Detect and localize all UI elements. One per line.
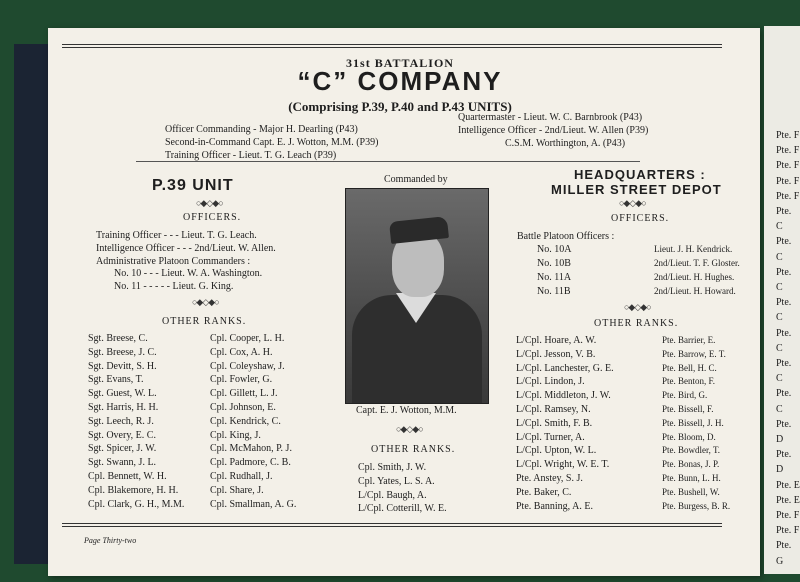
rank-entry: Sgt. Guest, W. L. — [88, 388, 157, 400]
ornament-divider: ○◆◇◆○ — [192, 297, 219, 307]
rank-entry: L/Cpl. Lanchester, G. E. — [516, 362, 614, 374]
right-page-fragment: Pte. C — [776, 358, 792, 385]
p39-unit-title: P.39 UNIT — [152, 177, 234, 194]
right-page-fragment: Pte. F — [776, 175, 800, 187]
rank-entry: Cpl. Yates, L. S. A. — [358, 475, 435, 487]
rank-entry: Pte. Barrier, E. — [662, 335, 716, 345]
right-page-fragment: Pte. F — [776, 145, 800, 157]
rank-entry: L/Cpl. Middleton, J. W. — [516, 390, 611, 402]
right-page-fragment: Pte. F — [776, 190, 800, 202]
rank-entry: Sgt. Breese, C. — [88, 333, 148, 344]
rank-entry: Cpl. Coleyshaw, J. — [210, 360, 285, 372]
hq-platoon-officer: 2nd/Lieut. H. Hughes. — [654, 272, 735, 282]
right-page-fragment: Pte. D — [776, 418, 792, 446]
rank-entry: Pte. Bloom, D. — [662, 431, 716, 442]
center-other-ranks-heading: OTHER RANKS. — [371, 444, 456, 455]
ornament-divider: ○◆◇◆○ — [196, 198, 223, 208]
rank-entry: Pte. Bunn, L. H. — [662, 472, 721, 483]
right-page-fragment: Pte. F — [776, 160, 800, 172]
rank-entry: L/Cpl. Ramsey, N. — [516, 403, 591, 415]
rank-entry: L/Cpl. Baugh, A. — [358, 489, 427, 501]
rank-entry: Sgt. Devitt, S. H. — [88, 360, 157, 372]
bottom-rule — [62, 523, 722, 527]
hq-platoon-officer: 2nd/Lieut. T. F. Gloster. — [654, 258, 740, 268]
rank-entry: L/Cpl. Hoare, A. W. — [516, 335, 597, 346]
rank-entry: Sgt. Spicer, J. W. — [88, 443, 157, 455]
rank-entry: Cpl. McMahon, P. J. — [210, 443, 292, 455]
rank-entry: Pte. Benton, F. — [662, 376, 716, 387]
rank-entry: Pte. Barrow, E. T. — [662, 348, 726, 359]
p39-officer-intelligence: Intelligence Officer - - - 2nd/Lieut. W. Allen. — [96, 243, 276, 254]
rank-entry: Cpl. Gillett, L. J. — [210, 388, 278, 400]
hq-ranks-column-2 — [662, 334, 730, 513]
rank-entry: Pte. Bird, G. — [662, 390, 708, 401]
command-quartermaster: Quartermaster - Lieut. W. C. Barnbrook (P43) — [458, 112, 643, 123]
rank-entry: Cpl. Kendrick, C. — [210, 415, 281, 427]
rank-entry: Cpl. Fowler, G. — [210, 374, 273, 386]
rank-entry: Cpl. Rudhall, J. — [210, 470, 273, 482]
rank-entry: Pte. Bissell, F. — [662, 403, 714, 414]
commanded-by-label: Commanded by — [384, 174, 448, 185]
rank-entry: Cpl. Smallman, A. G. — [210, 498, 297, 510]
rank-entry: Pte. Banning, A. E. — [516, 500, 593, 512]
right-page-fragment: Pte. E — [776, 494, 800, 506]
hq-platoon-no: No. 10B — [537, 258, 571, 269]
ornament-divider: ○◆◇◆○ — [396, 424, 423, 434]
rank-entry: Cpl. Smith, J. W. — [358, 462, 427, 473]
rank-entry: Sgt. Harris, H. H. — [88, 401, 159, 413]
ornament-divider: ○◆◇◆○ — [624, 302, 651, 312]
battalion-heading: 31st BATTALION — [346, 56, 454, 70]
rank-entry: Sgt. Swann, J. L. — [88, 457, 157, 469]
rank-entry: Pte. Bowdler, T. — [662, 445, 721, 456]
command-training-officer: Training Officer - Lieut. T. G. Leach (P39) — [165, 150, 337, 161]
command-divider — [136, 161, 640, 162]
comprising-subtitle: (Comprising P.39, P.40 and P.43 UNITS) — [288, 99, 512, 114]
p39-officer-no10: No. 10 - - - Lieut. W. A. Washington. — [114, 268, 263, 279]
rank-entry: Pte. Burgess, B. R. — [662, 500, 731, 511]
hq-other-ranks-heading: OTHER RANKS. — [594, 318, 679, 329]
p39-officer-no11: No. 11 - - - - - Lieut. G. King. — [114, 281, 234, 292]
hq-platoon-no: No. 10A — [537, 244, 572, 255]
rank-entry: L/Cpl. Cotterill, W. E. — [358, 503, 447, 515]
company-title: “C” COMPANY — [297, 66, 503, 96]
p39-admin-commanders-label: Administrative Platoon Commanders : — [96, 256, 251, 267]
rank-entry: Cpl. Share, J. — [210, 484, 264, 496]
commander-portrait-photo — [345, 188, 489, 404]
top-rule — [62, 44, 722, 48]
rank-entry: Cpl. Cooper, L. H. — [210, 333, 285, 344]
right-page-fragment: Pte. E — [776, 479, 800, 491]
rank-entry: Pte. Baker, C. — [516, 486, 572, 498]
hq-officers-heading: OFFICERS. — [611, 213, 670, 224]
rank-entry: Pte. Bell, H. C. — [662, 362, 717, 373]
p39-officer-training: Training Officer - - - Lieut. T. G. Leach. — [96, 230, 257, 241]
ornament-divider: ○◆◇◆○ — [619, 198, 646, 208]
rank-entry: L/Cpl. Jesson, V. B. — [516, 348, 596, 360]
rank-entry: L/Cpl. Wright, W. E. T. — [516, 459, 610, 471]
center-ranks-list — [358, 461, 447, 516]
command-csm: C.S.M. Worthington, A. (P43) — [505, 138, 626, 149]
rank-entry: L/Cpl. Turner, A. — [516, 431, 585, 443]
p39-ranks-column-1 — [88, 332, 184, 511]
hq-platoon-no: No. 11A — [537, 272, 572, 283]
command-officer-commanding: Officer Commanding - Major H. Dearling (P43) — [165, 124, 358, 135]
rank-entry: Pte. Bonas, J. P. — [662, 459, 720, 470]
rank-entry: Cpl. Bennett, W. H. — [88, 470, 167, 482]
rank-entry: Cpl. Clark, G. H., M.M. — [88, 498, 185, 510]
rank-entry: Pte. Bushell, W. — [662, 486, 720, 497]
command-second-in-command: Second-in-Command Capt. E. J. Wotton, M.M. (P39) — [165, 137, 379, 148]
right-page-fragment: Pte. C — [776, 327, 792, 354]
p39-other-ranks-heading: OTHER RANKS. — [162, 316, 247, 327]
p39-officers-heading: OFFICERS. — [183, 212, 242, 223]
rank-entry: L/Cpl. Upton, W. L. — [516, 445, 597, 457]
right-page-fragment: Pte. C — [776, 236, 792, 263]
rank-entry: Sgt. Breese, J. C. — [88, 346, 157, 358]
right-page-fragment: Pte. C — [776, 388, 792, 415]
right-page-fragment: Pte. C — [776, 297, 792, 324]
right-page-fragment: Pte. C — [776, 266, 792, 294]
rank-entry: Pte. Anstey, S. J. — [516, 472, 583, 484]
rank-entry: L/Cpl. Smith, F. B. — [516, 417, 593, 429]
hq-platoon-no: No. 11B — [537, 286, 571, 297]
right-page-fragment: Pte. F — [776, 130, 800, 141]
right-page-fragments — [776, 128, 800, 569]
rank-entry: Cpl. Cox, A. H. — [210, 346, 273, 358]
right-page-fragment: Pte. D — [776, 449, 792, 476]
page-number-footer: Page Thirty-two — [84, 536, 137, 545]
rank-entry: Sgt. Leech, R. J. — [88, 415, 154, 427]
portrait-caption: Capt. E. J. Wotton, M.M. — [356, 405, 457, 416]
rank-entry: Sgt. Evans, T. — [88, 374, 144, 386]
rank-entry: Cpl. King, J. — [210, 429, 261, 441]
hq-platoon-officer: Lieut. J. H. Kendrick. — [654, 244, 733, 254]
right-page-fragment: Pte. G — [776, 540, 792, 567]
hq-title: HEADQUARTERS : — [574, 167, 706, 182]
p39-ranks-column-2 — [210, 332, 296, 511]
rank-entry: L/Cpl. Lindon, J. — [516, 376, 585, 388]
rank-entry: Cpl. Padmore, C. B. — [210, 457, 291, 469]
rank-entry: Cpl. Blakemore, H. H. — [88, 484, 179, 496]
rank-entry: Pte. Bissell, J. H. — [662, 417, 724, 428]
right-page-fragment: Pte. F — [776, 510, 800, 522]
rank-entry: Cpl. Johnson, E. — [210, 401, 276, 413]
hq-battle-platoon-label: Battle Platoon Officers : — [517, 231, 615, 242]
right-page-fragment: Pte. C — [776, 206, 792, 233]
rank-entry: Sgt. Overy, E. C. — [88, 429, 156, 441]
right-page-fragment: Pte. F — [776, 525, 800, 537]
hq-ranks-column-1 — [516, 334, 614, 513]
hq-platoon-officer: 2nd/Lieut. H. Howard. — [654, 286, 736, 296]
hq-depot-title: MILLER STREET DEPOT — [551, 182, 722, 197]
command-intelligence-officer: Intelligence Officer - 2nd/Lieut. W. Allen (P39) — [458, 125, 649, 136]
